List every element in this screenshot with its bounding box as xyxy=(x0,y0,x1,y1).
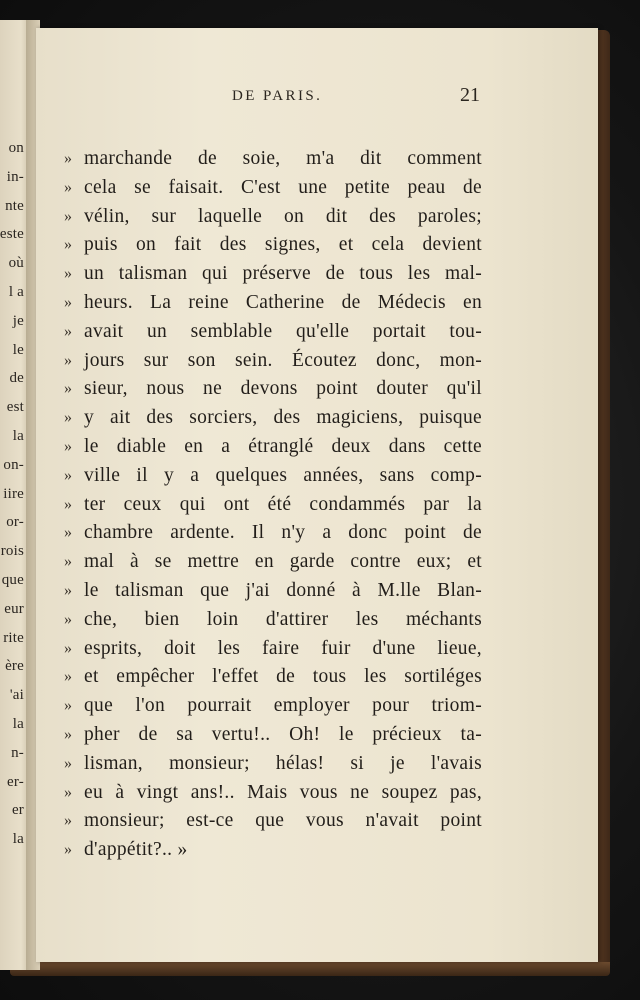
left-page-fragment: la xyxy=(12,831,24,848)
text-line xyxy=(64,724,484,753)
running-head: DE PARIS. xyxy=(232,88,323,104)
line-text: puis on fait des signes, et cela devient xyxy=(84,234,482,256)
page-number: 21 xyxy=(460,84,480,106)
line-text: y ait des sorciers, des magiciens, puisque xyxy=(84,407,482,429)
line-text: que l'on pourrait employer pour triom- xyxy=(84,695,482,717)
left-page-fragment: in- xyxy=(6,168,24,185)
text-line xyxy=(64,350,484,379)
left-page-fragment: je xyxy=(12,312,24,329)
line-text: ville il y a quelques années, sans comp- xyxy=(84,464,482,486)
quote-mark: » xyxy=(64,236,72,254)
left-page-fragment: de xyxy=(9,370,24,387)
left-page-fragment: 'ai xyxy=(9,687,24,704)
quote-mark: » xyxy=(64,351,72,369)
quote-mark: » xyxy=(64,524,72,542)
quote-mark: » xyxy=(64,293,72,311)
left-page-fragment: n- xyxy=(11,744,24,761)
left-page-fragment: l a xyxy=(8,284,24,300)
quote-mark: » xyxy=(64,812,72,830)
line-text: chambre ardente. Il n'y a donc point de xyxy=(84,522,482,544)
quote-mark: » xyxy=(64,783,72,801)
text-line xyxy=(64,206,484,235)
line-text: mal à se mettre en garde contre eux; et xyxy=(84,551,482,573)
quote-mark: » xyxy=(64,409,72,427)
text-line xyxy=(64,810,484,839)
text-line xyxy=(64,234,484,263)
left-page-fragment: er xyxy=(11,802,24,819)
quote-mark: » xyxy=(64,380,72,398)
line-text: vélin, sur laquelle on dit des paroles; xyxy=(84,205,482,227)
left-page-fragment: iire xyxy=(3,485,24,502)
book-bottom-edge xyxy=(10,962,610,976)
text-line xyxy=(64,695,484,724)
left-page-fragment: on- xyxy=(3,456,24,473)
left-page-fragment: est xyxy=(6,399,24,416)
quote-mark: » xyxy=(64,725,72,743)
line-text: lisman, monsieur; hélas! si je l'avais xyxy=(84,752,482,774)
line-text: d'appétit?.. » xyxy=(84,839,188,861)
quote-mark: » xyxy=(64,639,72,657)
text-line xyxy=(64,753,484,782)
quote-mark: » xyxy=(64,265,72,283)
text-line xyxy=(64,522,484,551)
text-line xyxy=(64,782,484,811)
left-page-fragment: la xyxy=(12,716,24,732)
quote-mark: » xyxy=(64,668,72,686)
text-line xyxy=(64,609,484,638)
left-page-fragment: eur xyxy=(4,600,24,617)
line-text: un talisman qui préserve de tous les mal- xyxy=(84,263,482,285)
line-text: le diable en a étranglé deux dans cette xyxy=(84,435,482,457)
quote-mark: » xyxy=(64,553,72,571)
text-line xyxy=(64,580,484,609)
left-page-fragment: or- xyxy=(6,514,24,531)
left-page-fragment: nte xyxy=(5,197,24,214)
line-text: ter ceux qui ont été condammés par la xyxy=(84,493,482,515)
text-line xyxy=(64,177,484,206)
line-text: le talisman que j'ai donné à M.lle Blan- xyxy=(84,579,482,601)
text-line xyxy=(64,148,484,177)
quote-mark: » xyxy=(64,150,72,167)
quote-mark: » xyxy=(64,754,72,772)
line-text: che, bien loin d'attirer les méchants xyxy=(84,608,482,630)
text-line xyxy=(64,494,484,523)
line-text: sieur, nous ne devons point douter qu'il xyxy=(84,378,482,400)
quote-mark: » xyxy=(64,697,72,715)
left-page-fragment: er- xyxy=(7,773,24,790)
text-line xyxy=(64,378,484,407)
left-page-fragment: que xyxy=(1,572,24,588)
line-text: esprits, doit les faire fuir d'une lieue, xyxy=(84,637,482,659)
line-text: monsieur; est-ce que vous n'avait point xyxy=(84,810,482,832)
quote-mark: » xyxy=(64,466,72,484)
left-page-fragment: on xyxy=(8,140,24,156)
text-line xyxy=(64,551,484,580)
quote-mark: » xyxy=(64,495,72,513)
body-text xyxy=(64,148,484,868)
text-line xyxy=(64,321,484,350)
text-line xyxy=(64,407,484,436)
quote-mark: » xyxy=(64,207,72,225)
left-page-fragment: la xyxy=(12,428,24,444)
quote-mark: » xyxy=(64,437,72,455)
line-text: cela se faisait. C'est une petite peau de xyxy=(84,176,482,198)
quote-mark: » xyxy=(64,610,72,628)
quote-mark: » xyxy=(64,581,72,599)
quote-mark: » xyxy=(64,841,72,859)
left-page-fragment: rite xyxy=(3,629,24,646)
text-line xyxy=(64,292,484,321)
text-line xyxy=(64,465,484,494)
text-line xyxy=(64,436,484,465)
text-line xyxy=(64,666,484,695)
left-page-fragment: où xyxy=(8,255,24,272)
left-page-fragment: rois xyxy=(0,543,24,560)
line-text: jours sur son sein. Écoutez donc, mon- xyxy=(84,349,482,371)
line-text: eu à vingt ans!.. Mais vous ne soupez pas, xyxy=(84,781,482,803)
line-text: marchande de soie, m'a dit comment xyxy=(84,148,482,169)
text-line xyxy=(64,263,484,292)
page-header xyxy=(36,84,598,118)
line-text: avait un semblable qu'elle portait tou- xyxy=(84,320,482,342)
quote-mark: » xyxy=(64,322,72,340)
left-page-fragment: le xyxy=(12,341,24,358)
text-line xyxy=(64,638,484,667)
left-page-fragment: ère xyxy=(5,658,24,675)
left-page-fragment: este xyxy=(0,226,24,243)
line-text: pher de sa vertu!.. Oh! le précieux ta- xyxy=(84,723,482,745)
quote-mark: » xyxy=(64,178,72,196)
text-line xyxy=(64,839,484,868)
line-text: et empêcher l'effet de tous les sortiléges xyxy=(84,666,482,688)
line-text: heurs. La reine Catherine de Médecis en xyxy=(84,291,482,313)
